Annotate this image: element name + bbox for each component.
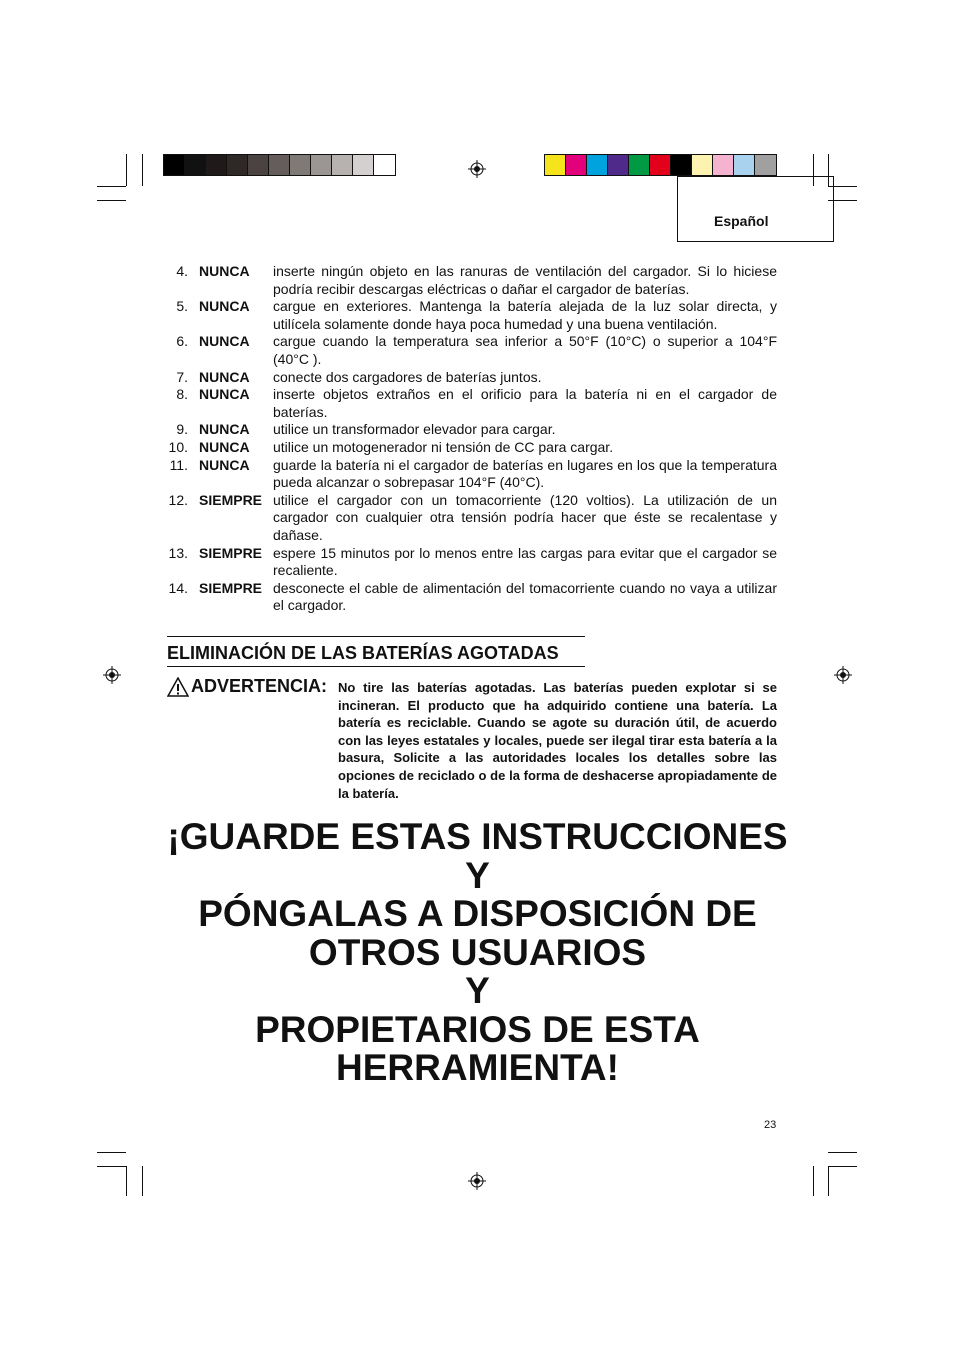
color-swatch xyxy=(755,155,776,175)
item-number: 5. xyxy=(176,298,188,315)
item-text: inserte objetos extraños en el orificio para la batería ni en el cargador de baterías. xyxy=(273,386,777,420)
crop-mark xyxy=(828,1166,857,1167)
item-number: 4. xyxy=(176,263,188,279)
list-item xyxy=(160,369,777,387)
item-number: 8. xyxy=(176,386,188,403)
warning-label xyxy=(167,676,327,697)
item-keyword: SIEMPRE xyxy=(199,579,263,596)
list-item xyxy=(160,421,777,439)
list-item xyxy=(160,492,777,545)
crop-mark xyxy=(828,1152,857,1153)
list-item xyxy=(160,333,777,368)
item-number: 6. xyxy=(176,333,188,350)
list-item xyxy=(160,580,777,615)
item-text: desconecte el cable de alimentación del tomacorriente cuando no vaya a utilizar el cargador. xyxy=(273,579,777,614)
color-swatch xyxy=(290,155,311,175)
crop-mark xyxy=(126,154,127,186)
item-text: cargue cuando la temperatura sea inferior a 50°F (10°C) o superior a 104°F (40°C ). xyxy=(273,333,777,367)
crop-mark xyxy=(828,1166,829,1196)
crop-mark xyxy=(97,200,126,201)
item-text: utilice un motogenerador ni tensión de CC para cargar. xyxy=(273,438,614,455)
closing-title-line: PROPIETARIOS DE ESTA xyxy=(255,1008,700,1050)
color-swatch xyxy=(671,155,692,175)
item-keyword: NUNCA xyxy=(199,438,250,455)
safety-instructions-list xyxy=(160,263,777,615)
item-number: 13. xyxy=(168,544,188,561)
color-swatch xyxy=(650,155,671,175)
item-number: 10. xyxy=(168,438,188,455)
color-swatch xyxy=(185,155,206,175)
color-swatch xyxy=(269,155,290,175)
registration-mark-icon xyxy=(468,1172,486,1190)
closing-title-line: Y xyxy=(465,854,490,896)
color-swatch xyxy=(206,155,227,175)
crop-mark xyxy=(97,1152,126,1153)
color-swatch xyxy=(311,155,332,175)
item-keyword: SIEMPRE xyxy=(199,491,263,508)
language-label: Español xyxy=(714,213,769,229)
registration-mark-icon xyxy=(468,160,486,178)
list-item xyxy=(160,298,777,333)
color-swatch xyxy=(608,155,629,175)
language-tab-box xyxy=(677,176,834,242)
item-keyword: SIEMPRE xyxy=(199,544,263,561)
page-number: 23 xyxy=(764,1119,777,1131)
item-keyword: NUNCA xyxy=(199,263,250,279)
color-swatch xyxy=(629,155,650,175)
crop-mark xyxy=(142,1166,143,1196)
crop-mark xyxy=(142,154,143,186)
list-item xyxy=(160,439,777,457)
list-item xyxy=(160,386,777,421)
closing-title-line: OTROS USUARIOS xyxy=(308,931,647,973)
color-swatch xyxy=(227,155,248,175)
item-keyword: NUNCA xyxy=(199,421,250,438)
item-number: 11. xyxy=(169,456,188,473)
list-item xyxy=(160,457,777,492)
color-swatch xyxy=(332,155,353,175)
item-number: 7. xyxy=(176,368,188,385)
grayscale-color-bar xyxy=(163,154,396,176)
item-text: inserte ningún objeto en las ranuras de ventilación del cargador. Si lo hiciese podría recibir descargas eléctricas o dañar el cargador de baterías. xyxy=(273,263,777,297)
process-color-bar xyxy=(544,154,777,176)
registration-mark-icon xyxy=(103,666,121,684)
list-item xyxy=(160,263,777,298)
color-swatch xyxy=(692,155,713,175)
item-text: cargue en exteriores. Mantenga la batería alejada de la luz solar directa, y utilícela solamente donde haya poca humedad y una buena ventilación. xyxy=(273,298,777,332)
closing-title-line: PÓNGALAS A DISPOSICIÓN DE xyxy=(198,893,757,934)
item-keyword: NUNCA xyxy=(199,386,250,403)
registration-mark-icon xyxy=(834,666,852,684)
crop-mark xyxy=(97,186,126,187)
item-keyword: NUNCA xyxy=(199,456,250,473)
list-item xyxy=(160,545,777,580)
color-swatch xyxy=(545,155,566,175)
item-text: guarde la batería ni el cargador de baterías en lugares en los que la temperatura pueda alcanzar o sobrepasar 104°F (40°C). xyxy=(273,456,777,491)
closing-title-line: HERRAMIENTA! xyxy=(336,1047,619,1088)
color-swatch xyxy=(374,155,395,175)
color-swatch xyxy=(587,155,608,175)
item-text: espere 15 minutos por lo menos entre las cargas para evitar que el cargador se recaliente. xyxy=(273,544,777,579)
warning-triangle-icon xyxy=(167,677,189,697)
item-keyword: NUNCA xyxy=(199,333,250,350)
crop-mark xyxy=(813,1166,814,1196)
color-swatch xyxy=(734,155,755,175)
item-keyword: NUNCA xyxy=(199,298,250,315)
closing-title-line: Y xyxy=(465,970,490,1011)
closing-title xyxy=(120,818,835,1088)
item-number: 14. xyxy=(168,579,188,596)
color-swatch xyxy=(248,155,269,175)
warning-text: No tire las baterías agotadas. Las baterías pueden explotar si se incineran. El producto que ha adquirido contiene una batería. La batería es reciclable. Cuando se agote su duración útil, de acuerdo con las leyes estatales y locales, puede ser ilegal tirar esta batería a la basura, Solicite a las autoridades locales los detalles sobre las opciones de reciclado o de la forma de deshacerse apropiadamente de la batería. xyxy=(338,680,777,801)
closing-title-line: ¡GUARDE ESTAS INSTRUCCIONES xyxy=(167,816,788,857)
item-text: conecte dos cargadores de baterías juntos. xyxy=(273,368,542,385)
color-swatch xyxy=(353,155,374,175)
item-number: 12. xyxy=(168,491,188,508)
item-number: 9. xyxy=(176,421,188,438)
crop-mark xyxy=(97,1166,126,1167)
color-swatch xyxy=(164,155,185,175)
color-swatch xyxy=(566,155,587,175)
crop-mark xyxy=(126,1166,127,1196)
item-text: utilice el cargador con un tomacorriente (120 voltios). La utilización de un cargador con cualquier otra tensión podría hacer que éste se recalentase y dañase. xyxy=(273,491,777,543)
warning-label-text: ADVERTENCIA: xyxy=(191,676,328,696)
item-keyword: NUNCA xyxy=(199,368,250,385)
item-text: utilice un transformador elevador para cargar. xyxy=(273,421,556,438)
color-swatch xyxy=(713,155,734,175)
section-heading: ELIMINACIÓN DE LAS BATERÍAS AGOTADAS xyxy=(167,636,585,667)
